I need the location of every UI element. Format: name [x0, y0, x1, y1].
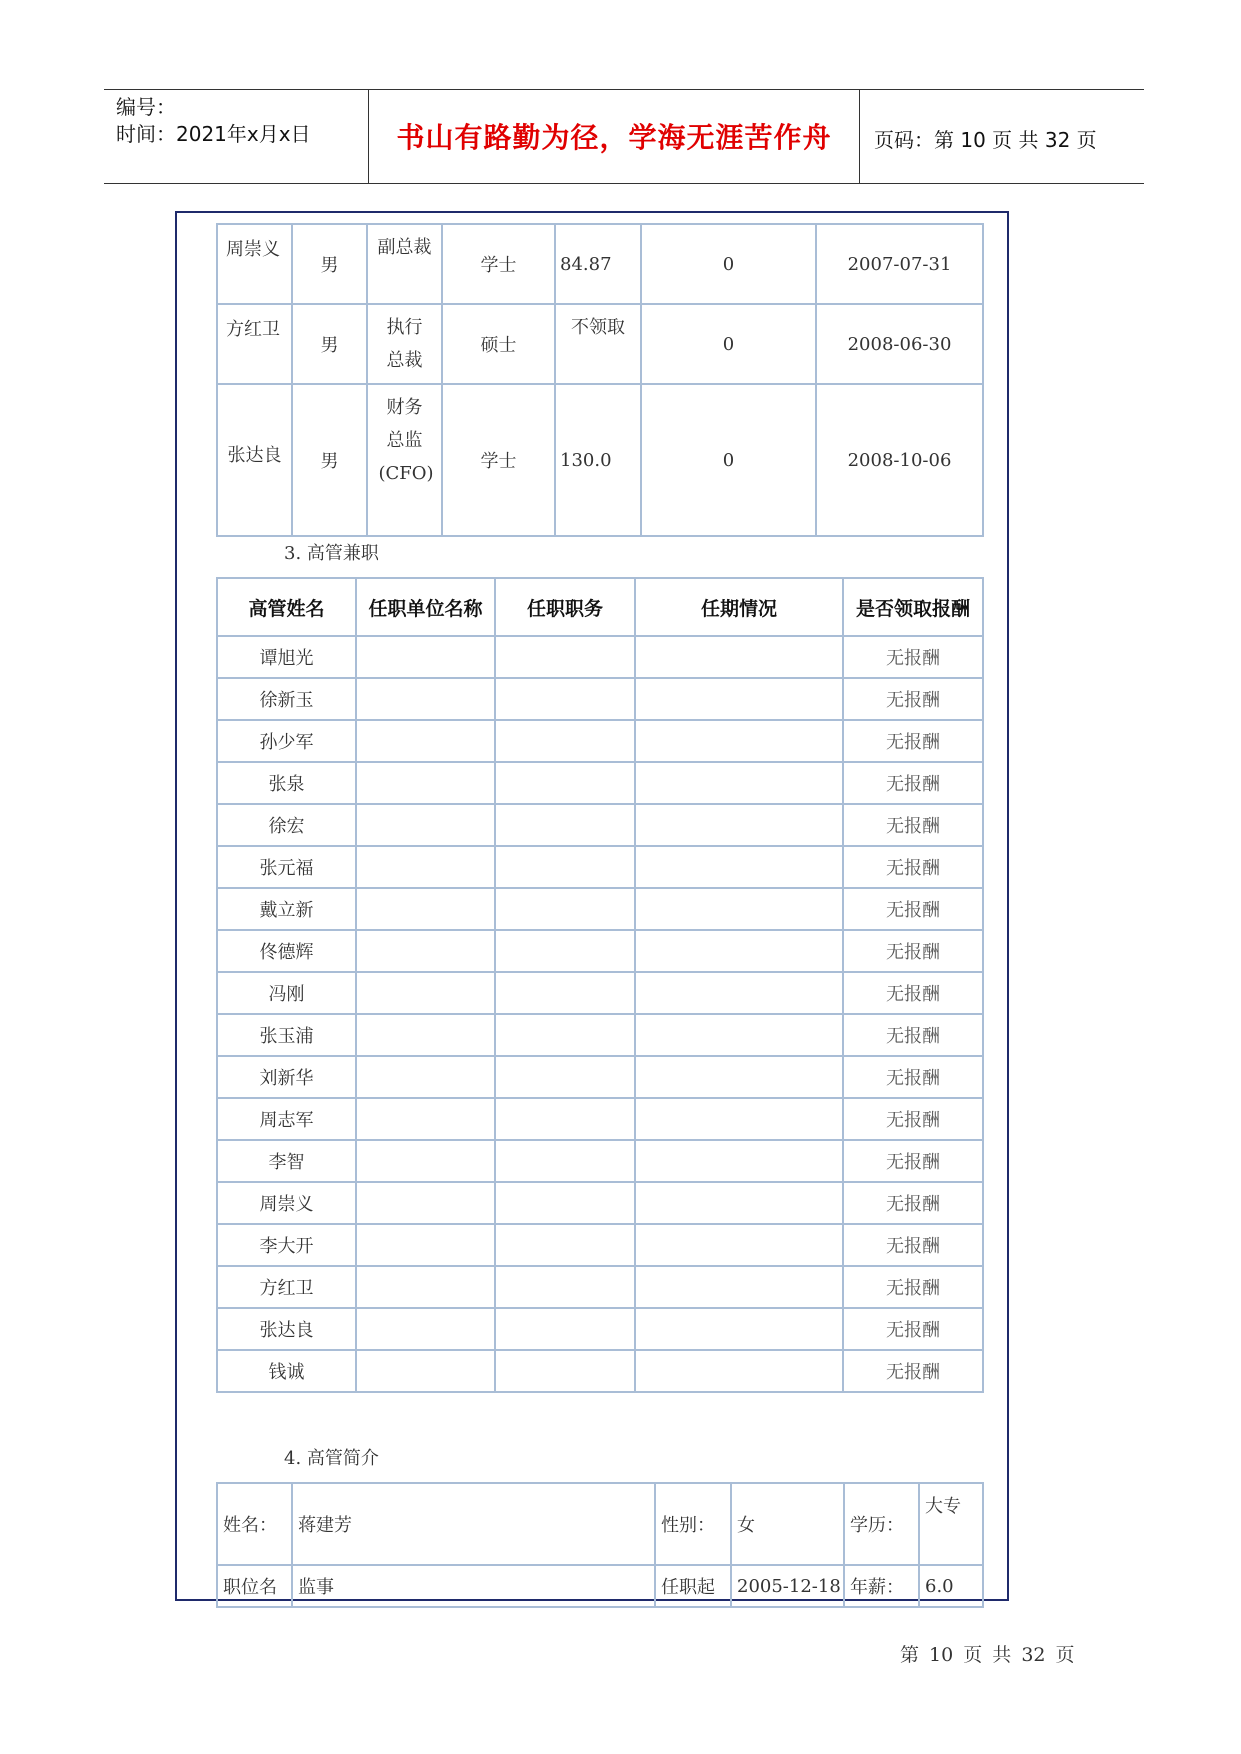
- gender-value: 女: [731, 1483, 844, 1565]
- remuneration-cell: 无报酬: [843, 930, 983, 972]
- duty-cell: [495, 1308, 635, 1350]
- term-cell: [635, 1140, 843, 1182]
- term-cell: [635, 1014, 843, 1056]
- duty-cell: [495, 762, 635, 804]
- exec-shares: 0: [641, 304, 816, 384]
- unit-cell: [356, 846, 495, 888]
- duty-cell: [495, 1350, 635, 1392]
- exec-gender: 男: [292, 304, 367, 384]
- unit-cell: [356, 804, 495, 846]
- unit-cell: [356, 1014, 495, 1056]
- exec-name-cell: 佟德辉: [217, 930, 356, 972]
- section-4-title: 4. 高管简介: [284, 1448, 379, 1469]
- unit-cell: [356, 972, 495, 1014]
- exec-salary: 不领取: [555, 304, 641, 384]
- exec-salary: 130.0: [555, 384, 641, 536]
- term-cell: [635, 720, 843, 762]
- exec-degree: 硕士: [442, 304, 555, 384]
- table-row: [217, 636, 983, 678]
- remuneration-cell: 无报酬: [843, 1014, 983, 1056]
- term-cell: [635, 972, 843, 1014]
- remuneration-cell: 无报酬: [843, 1056, 983, 1098]
- unit-cell: [356, 1308, 495, 1350]
- executive-info-table: [216, 223, 984, 537]
- concurrent-positions-body: [217, 636, 983, 1392]
- exec-name-cell: 冯刚: [217, 972, 356, 1014]
- exec-name-cell: 张泉: [217, 762, 356, 804]
- table-row: [217, 1182, 983, 1224]
- exec-name: 方红卫: [226, 319, 280, 340]
- table-row: [217, 304, 983, 384]
- exec-name: 张达良: [217, 384, 292, 536]
- unit-cell: [356, 762, 495, 804]
- column-header-name: 高管姓名: [217, 578, 356, 636]
- column-header-duty: 任职职务: [495, 578, 635, 636]
- exec-position: 副总裁: [367, 224, 442, 304]
- document-time-label: 时间：2021年x月x日: [116, 122, 311, 146]
- start-date-label: 任职起: [655, 1565, 731, 1607]
- page-header: [104, 89, 1144, 184]
- exec-name-cell: 戴立新: [217, 888, 356, 930]
- exec-degree: 学士: [442, 224, 555, 304]
- remuneration-cell: 无报酬: [843, 804, 983, 846]
- exec-name-cell: 张元福: [217, 846, 356, 888]
- duty-cell: [495, 1014, 635, 1056]
- gender-label: 性别：: [655, 1483, 731, 1565]
- exec-shares: 0: [641, 384, 816, 536]
- exec-name-cell: 周志军: [217, 1098, 356, 1140]
- remuneration-cell: 无报酬: [843, 1140, 983, 1182]
- exec-degree: 学士: [442, 384, 555, 536]
- unit-cell: [356, 1224, 495, 1266]
- position-label: 职位名: [217, 1565, 292, 1607]
- exec-shares: 0: [641, 224, 816, 304]
- exec-name-cell: 李智: [217, 1140, 356, 1182]
- start-date-value: 2005-12-18: [731, 1565, 844, 1607]
- exec-name-cell: 徐宏: [217, 804, 356, 846]
- table-row: [217, 678, 983, 720]
- exec-name: 周崇义: [226, 239, 280, 260]
- exec-name-cell: 谭旭光: [217, 636, 356, 678]
- column-header-term: 任期情况: [635, 578, 843, 636]
- unit-cell: [356, 636, 495, 678]
- duty-cell: [495, 678, 635, 720]
- table-row: [217, 972, 983, 1014]
- education-value: 大专: [919, 1483, 983, 1565]
- duty-cell: [495, 1224, 635, 1266]
- salary-label: 年薪：: [844, 1565, 919, 1607]
- remuneration-cell: 无报酬: [843, 1098, 983, 1140]
- section-3-title: 3. 高管兼职: [284, 543, 379, 564]
- unit-cell: [356, 930, 495, 972]
- header-page-label: 页码：第 10 页 共 32 页: [874, 128, 1097, 152]
- term-cell: [635, 888, 843, 930]
- remuneration-cell: 无报酬: [843, 678, 983, 720]
- exec-position-text: 执行总裁: [386, 317, 423, 371]
- name-value: 蒋建芳: [292, 1483, 655, 1565]
- document-number-label: 编号：: [116, 95, 176, 119]
- term-cell: [635, 762, 843, 804]
- duty-cell: [495, 1182, 635, 1224]
- remuneration-cell: 无报酬: [843, 846, 983, 888]
- table-row: [217, 384, 983, 536]
- term-cell: [635, 1266, 843, 1308]
- duty-cell: [495, 804, 635, 846]
- exec-name-cell: [217, 304, 292, 384]
- term-cell: [635, 930, 843, 972]
- table-row: [217, 1565, 983, 1607]
- table-row: [217, 846, 983, 888]
- exec-salary: 84.87: [555, 224, 641, 304]
- remuneration-cell: 无报酬: [843, 888, 983, 930]
- term-cell: [635, 1098, 843, 1140]
- unit-cell: [356, 888, 495, 930]
- column-header-remuneration: 是否领取报酬: [843, 578, 983, 636]
- unit-cell: [356, 1140, 495, 1182]
- name-label: 姓名：: [217, 1483, 292, 1565]
- duty-cell: [495, 720, 635, 762]
- unit-cell: [356, 678, 495, 720]
- table-row: [217, 1483, 983, 1565]
- table-row: [217, 888, 983, 930]
- term-cell: [635, 1308, 843, 1350]
- unit-cell: [356, 1266, 495, 1308]
- exec-position: [367, 384, 442, 536]
- table-header-row: [217, 578, 983, 636]
- table-row: [217, 1266, 983, 1308]
- duty-cell: [495, 1140, 635, 1182]
- exec-position: [367, 304, 442, 384]
- position-value: 监事: [292, 1565, 655, 1607]
- duty-cell: [495, 1056, 635, 1098]
- remuneration-cell: 无报酬: [843, 1266, 983, 1308]
- exec-name-cell: 张达良: [217, 1308, 356, 1350]
- remuneration-cell: 无报酬: [843, 1224, 983, 1266]
- exec-name-cell: 钱诚: [217, 1350, 356, 1392]
- table-row: [217, 1014, 983, 1056]
- table-row: [217, 1098, 983, 1140]
- exec-name-cell: 刘新华: [217, 1056, 356, 1098]
- term-cell: [635, 1224, 843, 1266]
- table-row: [217, 930, 983, 972]
- header-motto: 书山有路勤为径，学海无涯苦作舟: [396, 121, 832, 154]
- document-frame: [175, 211, 1009, 1601]
- exec-name-cell: 徐新玉: [217, 678, 356, 720]
- salary-value: 6.0: [919, 1565, 983, 1607]
- page-footer: 第 10 页 共 32 页: [900, 1644, 1075, 1666]
- term-cell: [635, 1350, 843, 1392]
- unit-cell: [356, 1182, 495, 1224]
- header-divider-left: [368, 90, 369, 183]
- table-row: [217, 224, 983, 304]
- header-divider-right: [859, 90, 860, 183]
- remuneration-cell: 无报酬: [843, 720, 983, 762]
- table-row: [217, 1350, 983, 1392]
- duty-cell: [495, 1266, 635, 1308]
- duty-cell: [495, 1098, 635, 1140]
- exec-position-text: 财务总监(CFO): [378, 397, 434, 484]
- exec-name-cell: 孙少军: [217, 720, 356, 762]
- table-row: [217, 804, 983, 846]
- exec-name-cell: 周崇义: [217, 1182, 356, 1224]
- exec-gender: 男: [292, 224, 367, 304]
- exec-date: 2008-06-30: [816, 304, 983, 384]
- duty-cell: [495, 846, 635, 888]
- table-row: [217, 762, 983, 804]
- exec-date: 2007-07-31: [816, 224, 983, 304]
- column-header-unit: 任职单位名称: [356, 578, 495, 636]
- exec-name-cell: 张玉浦: [217, 1014, 356, 1056]
- remuneration-cell: 无报酬: [843, 1182, 983, 1224]
- term-cell: [635, 804, 843, 846]
- duty-cell: [495, 972, 635, 1014]
- remuneration-cell: 无报酬: [843, 1350, 983, 1392]
- table-row: [217, 720, 983, 762]
- unit-cell: [356, 1350, 495, 1392]
- duty-cell: [495, 636, 635, 678]
- remuneration-cell: 无报酬: [843, 1308, 983, 1350]
- term-cell: [635, 636, 843, 678]
- executive-profile-table: [216, 1482, 984, 1608]
- header-meta: [116, 94, 311, 148]
- remuneration-cell: 无报酬: [843, 762, 983, 804]
- duty-cell: [495, 930, 635, 972]
- remuneration-cell: 无报酬: [843, 972, 983, 1014]
- exec-name-cell: 李大开: [217, 1224, 356, 1266]
- unit-cell: [356, 720, 495, 762]
- remuneration-cell: 无报酬: [843, 636, 983, 678]
- table-row: [217, 1140, 983, 1182]
- unit-cell: [356, 1056, 495, 1098]
- term-cell: [635, 846, 843, 888]
- unit-cell: [356, 1098, 495, 1140]
- term-cell: [635, 678, 843, 720]
- concurrent-positions-table: [216, 577, 984, 1393]
- exec-date: 2008-10-06: [816, 384, 983, 536]
- exec-name-cell: 方红卫: [217, 1266, 356, 1308]
- table-row: [217, 1308, 983, 1350]
- duty-cell: [495, 888, 635, 930]
- table-row: [217, 1056, 983, 1098]
- table-row: [217, 1224, 983, 1266]
- education-label: 学历：: [844, 1483, 919, 1565]
- exec-name-cell: [217, 224, 292, 304]
- exec-gender: 男: [292, 384, 367, 536]
- term-cell: [635, 1056, 843, 1098]
- term-cell: [635, 1182, 843, 1224]
